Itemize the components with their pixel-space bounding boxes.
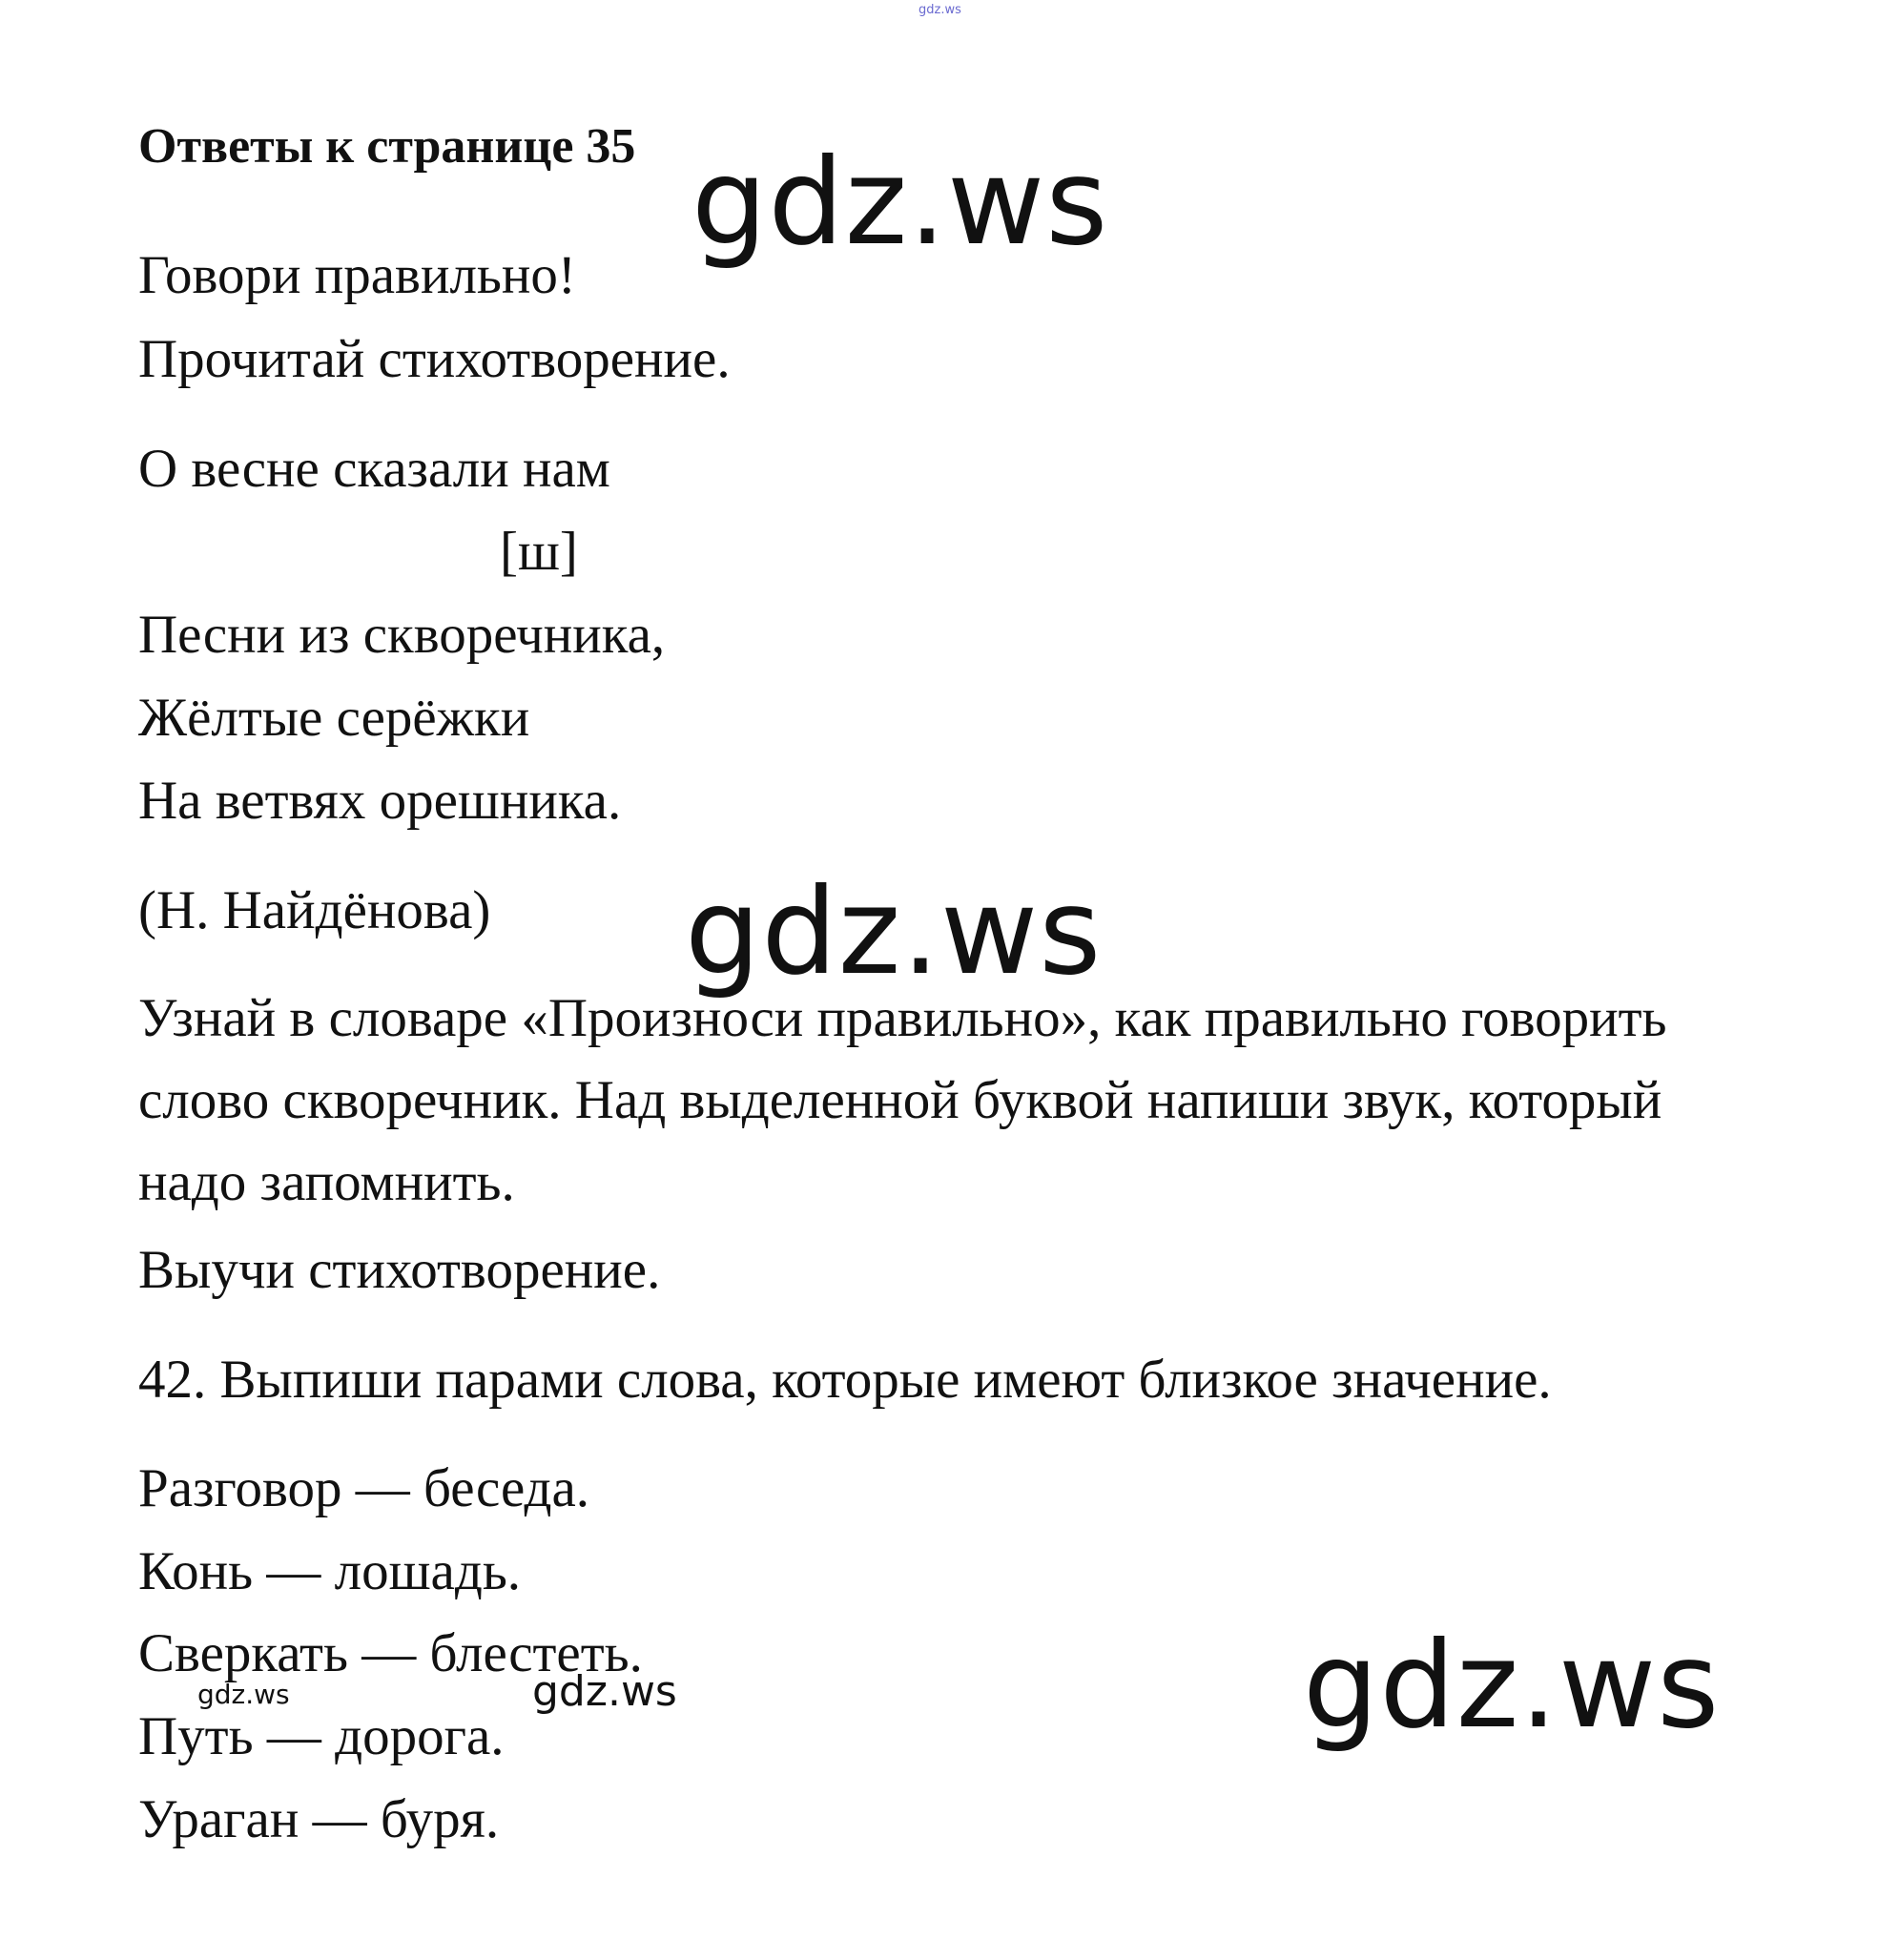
pair-item: Путь — дорога. bbox=[138, 1706, 505, 1766]
page-title: Ответы к странице 35 bbox=[138, 119, 636, 174]
task-learn: Выучи стихотворение. bbox=[138, 1240, 661, 1300]
intro-line-2: Прочитай стихотворение. bbox=[138, 329, 731, 389]
pair-item: Конь — лошадь. bbox=[138, 1541, 522, 1601]
poem-line-2: Песни из скворечника, bbox=[138, 605, 666, 665]
poem-line-4: На ветвях орешника. bbox=[138, 771, 622, 831]
watermark-medium: gdz.ws bbox=[532, 1667, 677, 1716]
pair-item: Сверкать — блестеть. bbox=[138, 1623, 643, 1683]
poem-line-1: О весне сказали нам bbox=[138, 439, 610, 499]
watermark-small: gdz.ws bbox=[197, 1679, 290, 1710]
watermark-top: gdz.ws bbox=[919, 3, 961, 17]
intro-line-1: Говори правильно! bbox=[138, 245, 576, 305]
pair-item: Разговор — беседа. bbox=[138, 1458, 590, 1518]
exercise-42-heading: 42. Выпиши парами слова, которые имеют близкое значение. bbox=[138, 1350, 1552, 1410]
pair-item: Ураган — буря. bbox=[138, 1789, 500, 1849]
poem-line-3: Жёлтые серёжки bbox=[138, 688, 530, 748]
watermark-large-3: gdz.ws bbox=[1303, 1617, 1721, 1755]
task-paragraph: Узнай в словаре «Произноси правильно», как правильно говорить слово скворечник. Над выделенной буквой напиши звук, который надо запомнить. bbox=[138, 988, 1667, 1212]
sound-mark: [ш] bbox=[500, 522, 578, 582]
watermark-large-2: gdz.ws bbox=[685, 863, 1103, 1001]
poem-author: (Н. Найдёнова) bbox=[138, 880, 491, 940]
watermark-large-1: gdz.ws bbox=[691, 134, 1109, 272]
